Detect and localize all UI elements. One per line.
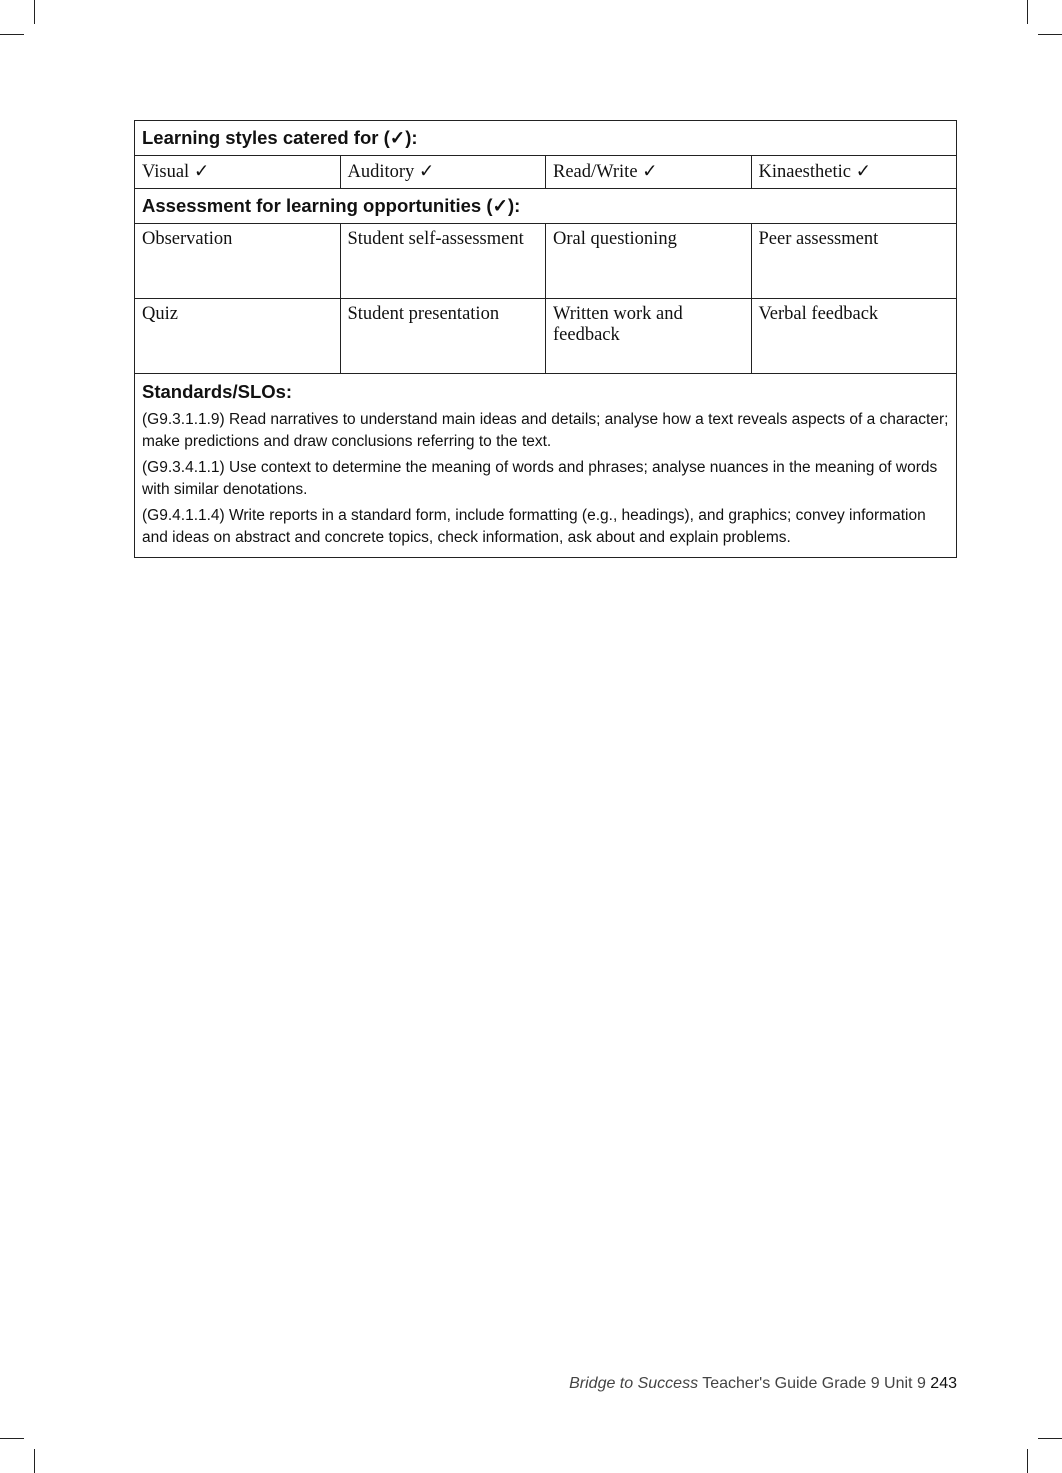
assessment-observation: Observation — [135, 224, 341, 299]
standard-item: (G9.3.1.1.9) Read narratives to understand main ideas and details; analyse how a text reveals aspects of a character; make predictions and draw conclusions referring to the text. — [142, 411, 949, 450]
assessment-quiz: Quiz — [135, 299, 341, 374]
crop-mark — [1038, 1438, 1062, 1439]
page-footer — [569, 1375, 957, 1393]
assessment-student-presentation: Student presentation — [340, 299, 546, 374]
footer-title: Teacher's Guide Grade 9 Unit 9 — [702, 1375, 926, 1392]
standards-section — [135, 374, 957, 558]
learning-style-read-write: Read/Write ✓ — [546, 156, 752, 189]
learning-style-auditory: Auditory ✓ — [340, 156, 546, 189]
assessment-peer-assessment: Peer assessment — [751, 224, 957, 299]
standards-heading: Standards/SLOs: — [142, 381, 293, 402]
assessment-heading: Assessment for learning opportunities (✓): — [135, 189, 957, 224]
assessment-oral-questioning: Oral questioning — [546, 224, 752, 299]
standard-item: (G9.4.1.1.4) Write reports in a standard form, include formatting (e.g., headings), and graphics; convey information and ideas on abstract and concrete topics, check information, ask about and explain problems. — [142, 507, 926, 546]
crop-mark — [1027, 1449, 1028, 1473]
crop-mark — [34, 0, 35, 24]
assessment-written-work: Written work and feedback — [546, 299, 752, 374]
lesson-plan-table — [134, 120, 957, 558]
crop-mark — [0, 1438, 24, 1439]
learning-style-visual: Visual ✓ — [135, 156, 341, 189]
assessment-self-assessment: Student self-assessment — [340, 224, 546, 299]
crop-mark — [34, 1449, 35, 1473]
standard-item: (G9.3.4.1.1) Use context to determine the meaning of words and phrases; analyse nuances in the meaning of words with similar denotations. — [142, 459, 938, 498]
page-number: 243 — [930, 1375, 957, 1392]
crop-mark — [1038, 34, 1062, 35]
crop-mark — [0, 34, 24, 35]
crop-mark — [1027, 0, 1028, 24]
footer-series: Bridge to Success — [569, 1375, 699, 1392]
learning-styles-heading: Learning styles catered for (✓): — [135, 121, 957, 156]
assessment-verbal-feedback: Verbal feedback — [751, 299, 957, 374]
learning-style-kinaesthetic: Kinaesthetic ✓ — [751, 156, 957, 189]
